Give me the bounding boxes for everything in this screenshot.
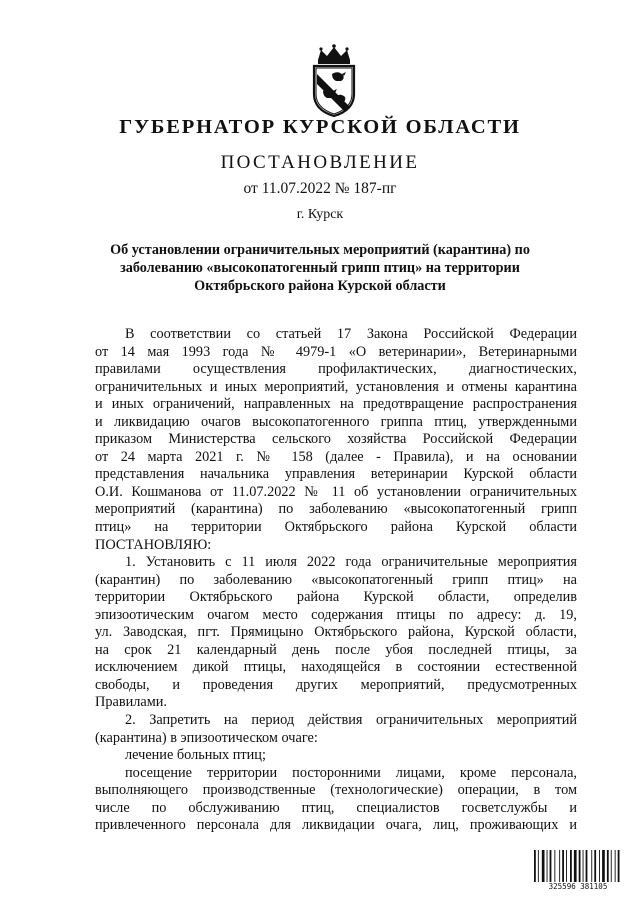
body-line: на срок 21 календарный день после убоя последней птицы, за bbox=[95, 641, 577, 658]
document-body bbox=[95, 326, 577, 835]
issuer-title: ГУБЕРНАТОР КУРСКОЙ ОБЛАСТИ bbox=[119, 116, 521, 138]
body-line: исключением дикой птицы, находящейся в состоянии естественной bbox=[95, 659, 577, 676]
body-line: лечение больных птиц; bbox=[125, 747, 266, 764]
body-line: выполняющего производственные (технологические) операции, в том bbox=[95, 782, 577, 799]
body-line: и ликвидацию очагов высокопатогенного гриппа птиц, утвержденными bbox=[95, 413, 577, 430]
body-line: ПОСТАНОВЛЯЮ: bbox=[95, 536, 212, 553]
body-line: и иных ограничений, направленных на предотвращение распространения bbox=[95, 396, 577, 413]
body-line: приказом Министерства сельского хозяйства Российской Федерации bbox=[95, 431, 577, 448]
body-line: О.И. Кошманова от 11.07.2022 № 11 об установлении ограничительных bbox=[95, 483, 577, 500]
body-line: (карантин) по заболеванию «высокопатогенный грипп птиц» на bbox=[95, 571, 577, 588]
subject-line: заболеванию «высокопатогенный грипп птиц» на территории bbox=[120, 260, 520, 276]
body-line: от 14 мая 1993 года № 4979-1 «О ветеринарии», Ветеринарными bbox=[95, 343, 577, 360]
body-line: 2. Запретить на период действия ограничительных мероприятий bbox=[125, 712, 577, 729]
body-line: территории Октябрьского района Курской области, определив bbox=[95, 589, 577, 606]
body-line: от 24 марта 2021 г. № 158 (далее - Правила), и на основании bbox=[95, 448, 577, 465]
body-line: птиц» на территории Октябрьского района Курской области bbox=[95, 519, 577, 536]
body-line: ул. Заводская, пгт. Прямицыно Октябрьского района, Курской области, bbox=[95, 624, 577, 641]
document-city: г. Курск bbox=[296, 207, 344, 222]
body-line: посещение территории посторонними лицами, кроме персонала, bbox=[125, 764, 577, 781]
body-line: ограничительных и иных мероприятий, установления и отмены карантина bbox=[95, 378, 577, 395]
body-line: Правилами. bbox=[95, 694, 167, 711]
body-line: свободы, и проведения других мероприятий, предусмотренных bbox=[95, 676, 577, 693]
document-date-number: от 11.07.2022 № 187-пг bbox=[243, 180, 397, 197]
body-line: числе по обслуживанию птиц, специалистов госветслужбы и bbox=[95, 799, 577, 816]
body-line: эпизоотическим очагом место содержания птицы по адресу: д. 19, bbox=[95, 606, 577, 623]
body-line: (карантина) в эпизоотическом очаге: bbox=[95, 729, 318, 746]
subject-line: Об установлении ограничительных мероприятий (карантина) по bbox=[110, 242, 530, 258]
subject-line: Октябрьского района Курской области bbox=[194, 278, 446, 294]
barcode-number: 325596 381105 bbox=[531, 882, 625, 891]
document-subject bbox=[90, 241, 550, 295]
kursk-coat-of-arms-icon bbox=[308, 44, 360, 118]
body-line: правилами осуществления профилактических, диагностических, bbox=[95, 361, 577, 378]
body-line: 1. Установить с 11 июля 2022 года ограничительные мероприятия bbox=[125, 554, 577, 571]
body-line: привлеченного персонала для ликвидации очага, лиц, проживающих и bbox=[95, 817, 577, 834]
body-line: представления начальника управления ветеринарии Курской области bbox=[95, 466, 577, 483]
document-type-title: ПОСТАНОВЛЕНИЕ bbox=[220, 152, 420, 173]
body-line: В соответствии со статьей 17 Закона Российской Федерации bbox=[125, 326, 577, 342]
body-line: мероприятий (карантина) по заболеванию «высокопатогенный грипп bbox=[95, 501, 577, 518]
